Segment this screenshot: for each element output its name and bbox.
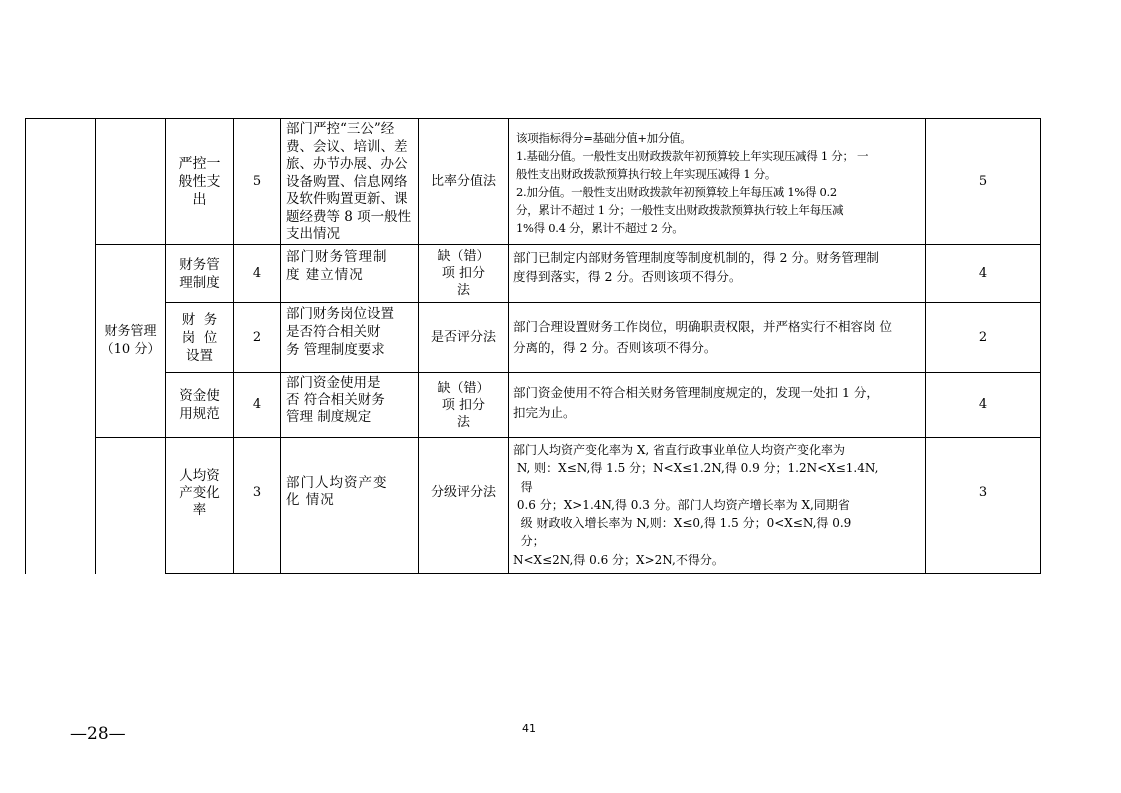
score: 5 xyxy=(978,173,988,189)
col-divider xyxy=(25,118,26,574)
indicator-content: 部门财务管理制 度 建立情况 xyxy=(286,249,388,283)
scoring-standard: 该项指标得分=基础分值+加分值。 1.基础分值。一般性支出财政拨款年初预算较上年实现压减得 1 分； 一 般性支出财政拨款预算执行较上年实现压减得 1 分。 2.加分值。一般性支出财政拨款年初预算较上年每压减 1%得 0.2 分，累计不超过 1 分；一般性支出财政拨款预算执行较上年每压减 1%得 0.4 分，累计不超过 2 分。 xyxy=(516,131,869,235)
indicator-name: 财务管 理制度 xyxy=(179,256,220,291)
col-divider xyxy=(280,118,281,574)
indicator-weight: 2 xyxy=(252,329,262,345)
indicator-weight: 3 xyxy=(252,485,262,500)
score: 2 xyxy=(978,329,988,345)
table-right-border xyxy=(1040,118,1041,574)
indicator-weight: 4 xyxy=(252,265,262,281)
score: 4 xyxy=(978,265,988,281)
indicator-name: 资金使 用规范 xyxy=(179,388,220,422)
scoring-standard: 部门已制定内部财务管理制度等制度机制的，得 2 分。财务管理制 度得到落实，得 2 分。否则该项不得分。 xyxy=(513,250,879,284)
indicator-content: 部门人均资产变 化 情况 xyxy=(286,475,388,508)
indicator-weight: 5 xyxy=(252,173,262,189)
scoring-method: 是否评分法 xyxy=(430,329,496,345)
page-label: —28— xyxy=(70,724,126,744)
row-divider xyxy=(165,372,1041,373)
table-bottom-border xyxy=(165,573,1041,574)
scoring-method: 比率分值法 xyxy=(430,173,496,189)
indicator-name: 人均资 产变化 率 xyxy=(179,467,220,518)
scoring-standard: 部门人均资产变化率为 X, 省直行政事业单位人均资产变化率为 N, 则：X≤N,得 1.5 分；N<X≤1.2N,得 0.9 分；1.2N<X≤1.4N, 得 0.6 分；X>1.4N,得 0.3 分。部门人均资产增长率为 X,同期省 级 财政收入增长率为 N,则：X≤0,得 1.5 分；0<X≤N,得 0.9 分； N<X≤2N,得 0.6 分；X>2N,不得分。 xyxy=(513,443,879,567)
score: 3 xyxy=(978,485,988,500)
category-cell: 财务管理 （10 分） xyxy=(100,324,161,357)
col-divider xyxy=(508,118,509,574)
scoring-method: 分级评分法 xyxy=(430,485,496,500)
page-number: 41 xyxy=(522,722,536,735)
indicator-weight: 4 xyxy=(252,397,262,412)
indicator-content: 部门财务岗位设置 是否符合相关财 务 管理制度要求 xyxy=(286,306,394,358)
indicator-name: 严控一 般性支 出 xyxy=(178,155,221,208)
scoring-standard: 部门资金使用不符合相关财务管理制度规定的，发现一处扣 1 分， 扣完为止。 xyxy=(513,385,879,420)
scoring-standard: 部门合理设置财务工作岗位，明确职责权限，并严格实行不相容岗 位 分离的，得 2 分。否则该项不得分。 xyxy=(513,319,892,355)
indicator-content: 部门严控“三公”经 费、会议、培训、差 旅、办节办展、办公 设备购置、信息网络 及软件购置更新、课 题经费等 8 项一般性 支出情况 xyxy=(286,121,412,242)
indicator-name: 财 务 岗 位 设置 xyxy=(181,311,218,364)
scoring-method: 缺（错） 项 扣分 法 xyxy=(437,380,490,430)
scoring-method: 缺（错） 项 扣分 法 xyxy=(437,249,490,298)
indicator-content: 部门资金使用是 否 符合相关财务 管理 制度规定 xyxy=(286,375,385,425)
score: 4 xyxy=(978,397,988,412)
row-divider xyxy=(165,302,1041,303)
